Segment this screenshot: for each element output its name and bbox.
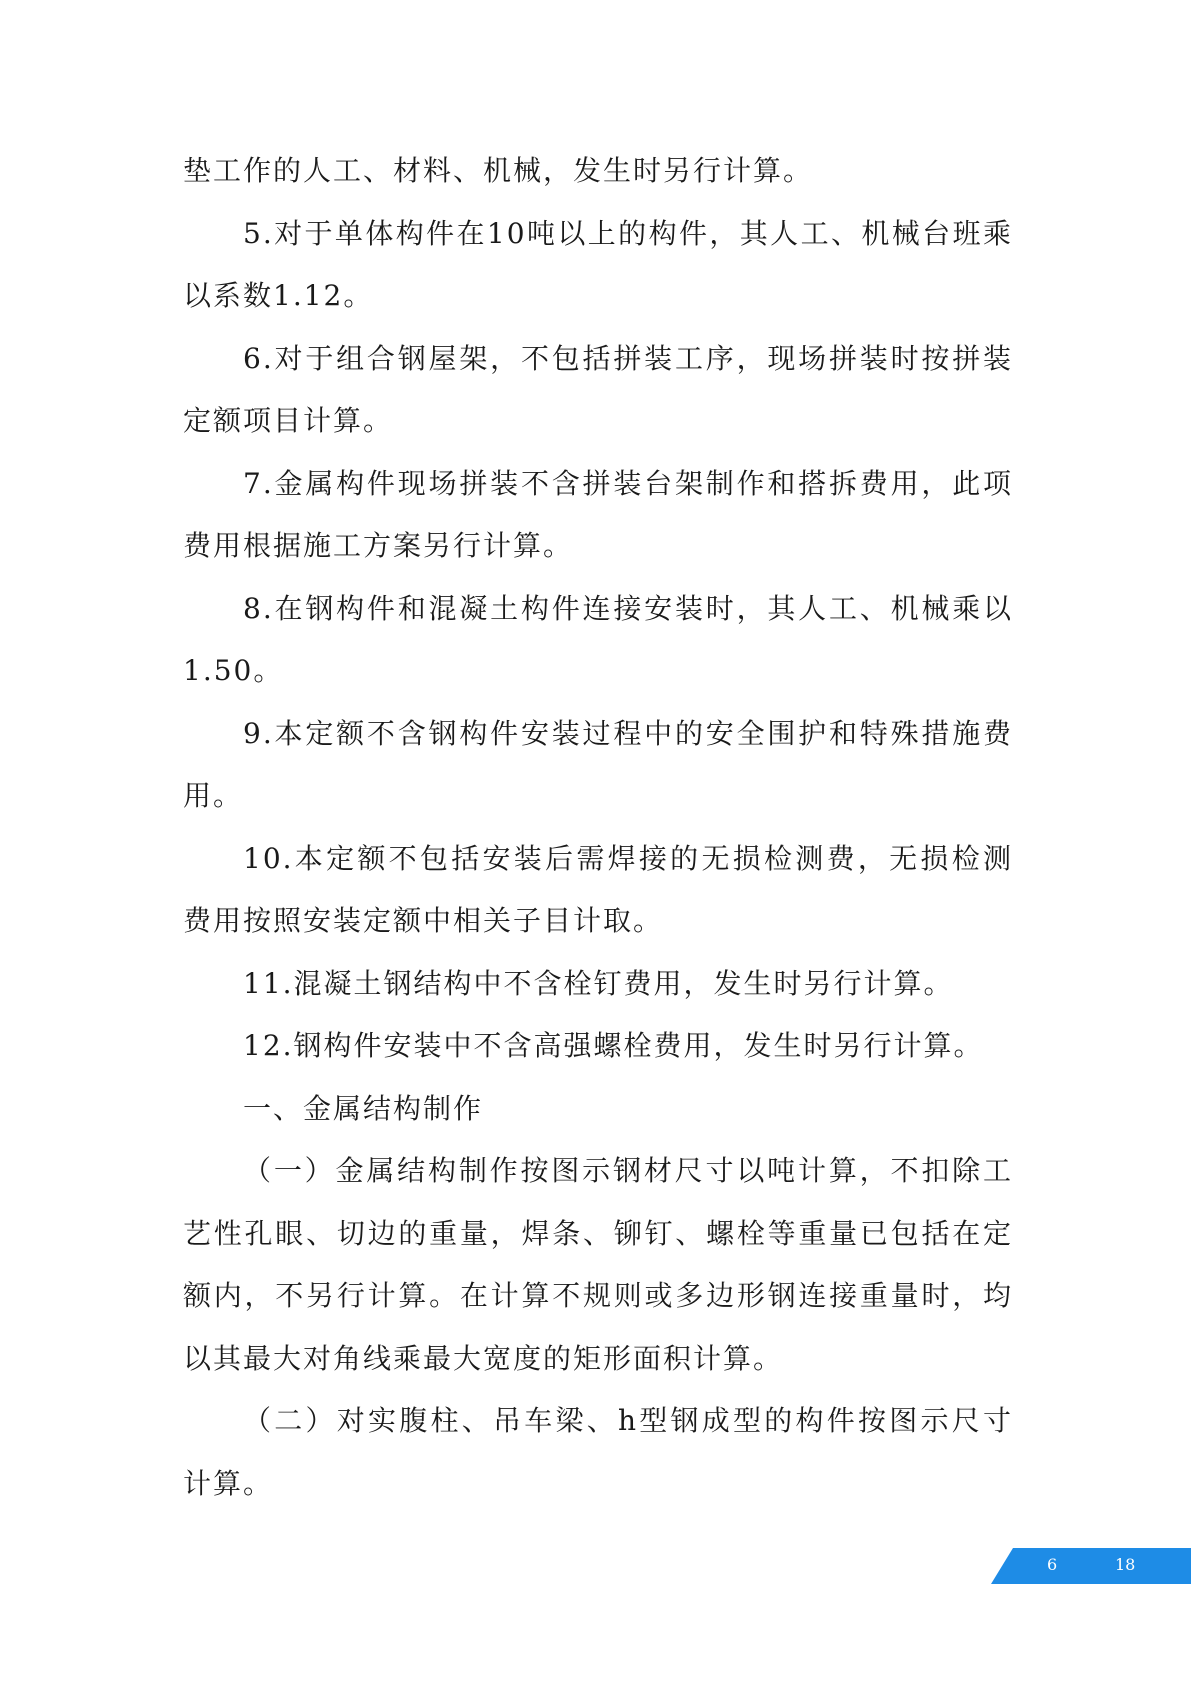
paragraph: （一）金属结构制作按图示钢材尺寸以吨计算，不扣除工艺性孔眼、切边的重量，焊条、铆钉、螺栓等重量已包括在定额内，不另行计算。在计算不规则或多边形钢连接重量时，均以其最大对角线乘最大宽度的矩形面积计算。 [183,1154,1013,1375]
page-number-tab [991,1548,1191,1584]
paragraph: 7.金属构件现场拼装不含拼装台架制作和搭拆费用，此项费用根据施工方案另行计算。 [183,466,1013,562]
section-heading: 一、金属结构制作 [243,1091,484,1125]
paragraph: 5.对于单体构件在10吨以上的构件，其人工、机械台班乘以系数1.12。 [183,216,1013,312]
page-total-number: 18 [1115,1555,1136,1574]
paragraph: 10.本定额不包括安装后需焊接的无损检测费，无损检测费用按照安装定额中相关子目计取。 [183,841,1013,937]
paragraph: 8.在钢构件和混凝土构件连接安装时，其人工、机械乘以1.50。 [183,591,1013,687]
paragraph: 12.钢构件安装中不含高强螺栓费用，发生时另行计算。 [243,1029,984,1062]
body-text [183,140,1013,1515]
paragraph: 9.本定额不含钢构件安装过程中的安全围护和特殊措施费用。 [183,716,1013,812]
paragraph: 垫工作的人工、材料、机械，发生时另行计算。 [183,154,814,187]
paragraph: 11.混凝土钢结构中不含栓钉费用，发生时另行计算。 [243,966,954,1000]
paragraph: 6.对于组合钢屋架，不包括拼装工序，现场拼装时按拼装定额项目计算。 [183,341,1013,437]
page-current-number: 6 [1047,1555,1058,1574]
paragraph: （二）对实腹柱、吊车梁、h型钢成型的构件按图示尺寸计算。 [183,1404,1013,1500]
